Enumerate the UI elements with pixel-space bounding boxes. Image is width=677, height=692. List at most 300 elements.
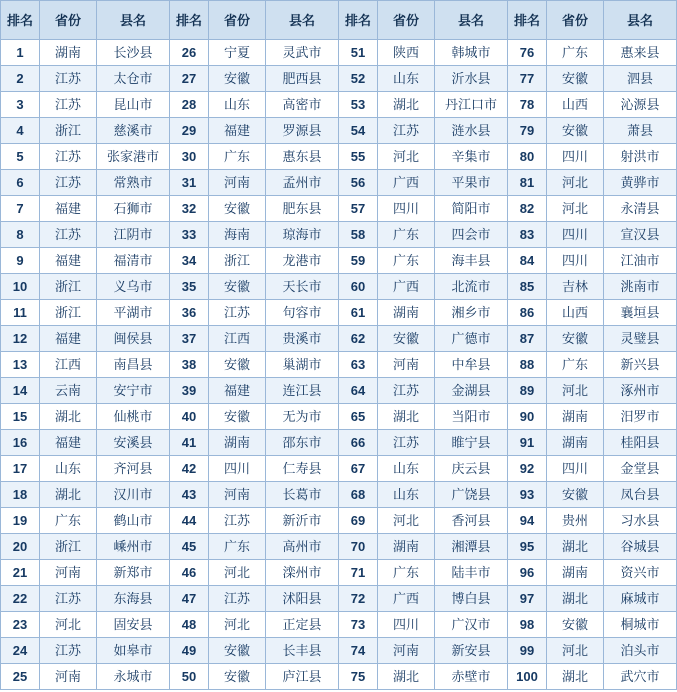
rank-cell: 17: [1, 456, 40, 482]
province-cell: 江西: [209, 326, 266, 352]
city-cell: 义乌市: [97, 274, 170, 300]
city-cell: 沂水县: [435, 66, 508, 92]
rank-cell: 66: [339, 430, 378, 456]
header-rank-label-4: 排名: [513, 12, 540, 28]
city-cell: 泗县: [604, 66, 677, 92]
province-cell: 江苏: [40, 144, 97, 170]
province-cell: 湖北: [40, 482, 97, 508]
rank-cell: 11: [1, 300, 40, 326]
rank-cell: 67: [339, 456, 378, 482]
city-cell: 黄骅市: [604, 170, 677, 196]
rank-cell: 54: [339, 118, 378, 144]
rank-cell: 10: [1, 274, 40, 300]
province-cell: 江苏: [209, 508, 266, 534]
city-cell: 桂阳县: [604, 430, 677, 456]
province-cell: 江苏: [209, 586, 266, 612]
header-city-2: [266, 1, 339, 40]
province-cell: 河北: [209, 612, 266, 638]
province-cell: 福建: [40, 430, 97, 456]
rank-cell: 45: [170, 534, 209, 560]
rank-cell: 1: [1, 40, 40, 66]
province-cell: 江苏: [378, 430, 435, 456]
rank-cell: 4: [1, 118, 40, 144]
province-cell: 湖北: [547, 586, 604, 612]
province-cell: 湖南: [378, 534, 435, 560]
city-cell: 嵊州市: [97, 534, 170, 560]
rank-cell: 8: [1, 222, 40, 248]
city-cell: 惠东县: [266, 144, 339, 170]
rank-cell: 51: [339, 40, 378, 66]
table-row: [1, 404, 677, 430]
province-cell: 河北: [40, 612, 97, 638]
table-row: [1, 586, 677, 612]
rank-cell: 63: [339, 352, 378, 378]
city-cell: 韩城市: [435, 40, 508, 66]
city-cell: 仙桃市: [97, 404, 170, 430]
province-cell: 江苏: [40, 586, 97, 612]
rank-cell: 33: [170, 222, 209, 248]
province-cell: 江苏: [378, 118, 435, 144]
city-cell: 安宁市: [97, 378, 170, 404]
rank-cell: 82: [508, 196, 547, 222]
province-cell: 河北: [547, 196, 604, 222]
city-cell: 如皋市: [97, 638, 170, 664]
rank-cell: 48: [170, 612, 209, 638]
rank-cell: 96: [508, 560, 547, 586]
province-cell: 广西: [378, 170, 435, 196]
rank-cell: 77: [508, 66, 547, 92]
province-cell: 福建: [40, 196, 97, 222]
rank-cell: 97: [508, 586, 547, 612]
province-cell: 广东: [40, 508, 97, 534]
table-row: [1, 534, 677, 560]
province-cell: 广东: [378, 560, 435, 586]
rank-cell: 7: [1, 196, 40, 222]
city-cell: 当阳市: [435, 404, 508, 430]
city-cell: 金堂县: [604, 456, 677, 482]
header-city-label-3: 县名: [457, 12, 484, 28]
province-cell: 江苏: [378, 378, 435, 404]
rank-cell: 13: [1, 352, 40, 378]
table-row: [1, 378, 677, 404]
province-cell: 浙江: [209, 248, 266, 274]
table-row: [1, 196, 677, 222]
rank-cell: 90: [508, 404, 547, 430]
rank-cell: 9: [1, 248, 40, 274]
table-row: [1, 612, 677, 638]
province-cell: 湖南: [40, 40, 97, 66]
rank-cell: 68: [339, 482, 378, 508]
province-cell: 湖南: [547, 430, 604, 456]
province-cell: 安徽: [209, 66, 266, 92]
province-cell: 河北: [547, 378, 604, 404]
rank-cell: 62: [339, 326, 378, 352]
rank-cell: 64: [339, 378, 378, 404]
rank-cell: 23: [1, 612, 40, 638]
province-cell: 广东: [209, 144, 266, 170]
province-cell: 河北: [378, 144, 435, 170]
header-rank-label-2: 排名: [175, 12, 202, 28]
province-cell: 福建: [209, 378, 266, 404]
province-cell: 湖南: [547, 560, 604, 586]
city-cell: 庐江县: [266, 664, 339, 690]
city-cell: 长沙县: [97, 40, 170, 66]
province-cell: 安徽: [378, 326, 435, 352]
rank-cell: 55: [339, 144, 378, 170]
city-cell: 湘潭县: [435, 534, 508, 560]
city-cell: 广德市: [435, 326, 508, 352]
city-cell: 张家港市: [97, 144, 170, 170]
city-cell: 庆云县: [435, 456, 508, 482]
rank-cell: 99: [508, 638, 547, 664]
province-cell: 山东: [378, 66, 435, 92]
province-cell: 江苏: [40, 170, 97, 196]
province-cell: 湖北: [547, 664, 604, 690]
table-row: [1, 560, 677, 586]
city-cell: 长葛市: [266, 482, 339, 508]
rank-cell: 84: [508, 248, 547, 274]
province-cell: 宁夏: [209, 40, 266, 66]
table-row: [1, 274, 677, 300]
rank-cell: 6: [1, 170, 40, 196]
rank-cell: 71: [339, 560, 378, 586]
province-cell: 河北: [378, 508, 435, 534]
province-cell: 浙江: [40, 274, 97, 300]
header-city-4: [604, 1, 677, 40]
header-province-4: [547, 1, 604, 40]
city-cell: 简阳市: [435, 196, 508, 222]
table-row: [1, 352, 677, 378]
header-province-label-1: 省份: [54, 12, 81, 28]
city-cell: 辛集市: [435, 144, 508, 170]
city-cell: 连江县: [266, 378, 339, 404]
rank-cell: 34: [170, 248, 209, 274]
table-row: [1, 248, 677, 274]
province-cell: 湖北: [378, 404, 435, 430]
city-cell: 射洪市: [604, 144, 677, 170]
province-cell: 山东: [378, 482, 435, 508]
city-cell: 惠来县: [604, 40, 677, 66]
rank-cell: 16: [1, 430, 40, 456]
rank-cell: 74: [339, 638, 378, 664]
rank-cell: 95: [508, 534, 547, 560]
province-cell: 安徽: [547, 118, 604, 144]
rank-cell: 25: [1, 664, 40, 690]
rank-cell: 73: [339, 612, 378, 638]
rank-cell: 100: [508, 664, 547, 690]
province-cell: 吉林: [547, 274, 604, 300]
province-cell: 山西: [547, 92, 604, 118]
province-cell: 河南: [209, 482, 266, 508]
rank-cell: 12: [1, 326, 40, 352]
city-cell: 琼海市: [266, 222, 339, 248]
table-row: [1, 40, 677, 66]
table-row: [1, 300, 677, 326]
rank-cell: 20: [1, 534, 40, 560]
province-cell: 河南: [378, 352, 435, 378]
header-city-label-2: 县名: [288, 12, 315, 28]
province-cell: 四川: [547, 248, 604, 274]
city-cell: 沁源县: [604, 92, 677, 118]
rank-cell: 78: [508, 92, 547, 118]
rank-cell: 59: [339, 248, 378, 274]
rank-cell: 81: [508, 170, 547, 196]
city-cell: 孟州市: [266, 170, 339, 196]
header-province-2: [209, 1, 266, 40]
table-row: [1, 456, 677, 482]
province-cell: 河南: [40, 560, 97, 586]
city-cell: 肥西县: [266, 66, 339, 92]
province-cell: 安徽: [547, 612, 604, 638]
header-rank-label-3: 排名: [344, 12, 371, 28]
rank-cell: 35: [170, 274, 209, 300]
city-cell: 闽侯县: [97, 326, 170, 352]
province-cell: 广东: [378, 248, 435, 274]
city-cell: 丹江口市: [435, 92, 508, 118]
city-cell: 资兴市: [604, 560, 677, 586]
province-cell: 安徽: [209, 352, 266, 378]
province-cell: 四川: [209, 456, 266, 482]
province-cell: 河北: [209, 560, 266, 586]
rank-cell: 56: [339, 170, 378, 196]
city-cell: 睢宁县: [435, 430, 508, 456]
table-row: [1, 664, 677, 690]
city-cell: 武穴市: [604, 664, 677, 690]
rank-cell: 88: [508, 352, 547, 378]
city-cell: 新安县: [435, 638, 508, 664]
city-cell: 罗源县: [266, 118, 339, 144]
province-cell: 河北: [547, 638, 604, 664]
city-cell: 正定县: [266, 612, 339, 638]
province-cell: 四川: [547, 456, 604, 482]
header-rank-4: [508, 1, 547, 40]
rank-cell: 75: [339, 664, 378, 690]
rank-cell: 15: [1, 404, 40, 430]
city-cell: 长丰县: [266, 638, 339, 664]
header-row: [1, 1, 677, 40]
rank-cell: 53: [339, 92, 378, 118]
rank-cell: 92: [508, 456, 547, 482]
rank-cell: 39: [170, 378, 209, 404]
header-rank-label-1: 排名: [6, 12, 33, 28]
province-cell: 江苏: [40, 222, 97, 248]
rank-cell: 91: [508, 430, 547, 456]
rank-cell: 18: [1, 482, 40, 508]
rank-cell: 85: [508, 274, 547, 300]
header-province-label-4: 省份: [561, 12, 588, 28]
city-cell: 永清县: [604, 196, 677, 222]
header-city-label-1: 县名: [119, 12, 146, 28]
city-cell: 涿州市: [604, 378, 677, 404]
province-cell: 安徽: [209, 638, 266, 664]
city-cell: 巢湖市: [266, 352, 339, 378]
city-cell: 灵武市: [266, 40, 339, 66]
city-cell: 龙港市: [266, 248, 339, 274]
header-rank-1: [1, 1, 40, 40]
city-cell: 江油市: [604, 248, 677, 274]
rank-cell: 60: [339, 274, 378, 300]
city-cell: 太仓市: [97, 66, 170, 92]
rank-cell: 46: [170, 560, 209, 586]
province-cell: 安徽: [547, 326, 604, 352]
city-cell: 洮南市: [604, 274, 677, 300]
city-cell: 广汉市: [435, 612, 508, 638]
rank-cell: 37: [170, 326, 209, 352]
province-cell: 贵州: [547, 508, 604, 534]
rank-cell: 49: [170, 638, 209, 664]
province-cell: 广东: [209, 534, 266, 560]
city-cell: 齐河县: [97, 456, 170, 482]
province-cell: 河北: [547, 170, 604, 196]
rank-cell: 30: [170, 144, 209, 170]
city-cell: 沭阳县: [266, 586, 339, 612]
city-cell: 赤壁市: [435, 664, 508, 690]
province-cell: 湖北: [40, 404, 97, 430]
city-cell: 天长市: [266, 274, 339, 300]
rank-cell: 83: [508, 222, 547, 248]
city-cell: 常熟市: [97, 170, 170, 196]
province-cell: 山东: [40, 456, 97, 482]
rank-cell: 93: [508, 482, 547, 508]
rank-cell: 58: [339, 222, 378, 248]
city-cell: 新兴县: [604, 352, 677, 378]
rank-cell: 42: [170, 456, 209, 482]
rank-cell: 57: [339, 196, 378, 222]
province-cell: 河南: [378, 638, 435, 664]
province-cell: 安徽: [547, 482, 604, 508]
city-cell: 昆山市: [97, 92, 170, 118]
rank-cell: 69: [339, 508, 378, 534]
rank-cell: 41: [170, 430, 209, 456]
city-cell: 安溪县: [97, 430, 170, 456]
province-cell: 江苏: [40, 66, 97, 92]
rank-cell: 94: [508, 508, 547, 534]
rank-cell: 86: [508, 300, 547, 326]
province-cell: 浙江: [40, 534, 97, 560]
rank-cell: 44: [170, 508, 209, 534]
city-cell: 石狮市: [97, 196, 170, 222]
city-cell: 新郑市: [97, 560, 170, 586]
rank-cell: 5: [1, 144, 40, 170]
province-cell: 山东: [209, 92, 266, 118]
province-cell: 山西: [547, 300, 604, 326]
province-cell: 四川: [547, 222, 604, 248]
table-row: [1, 326, 677, 352]
province-cell: 湖北: [378, 92, 435, 118]
province-cell: 安徽: [209, 664, 266, 690]
rank-cell: 47: [170, 586, 209, 612]
city-cell: 高州市: [266, 534, 339, 560]
rank-cell: 70: [339, 534, 378, 560]
city-cell: 滦州市: [266, 560, 339, 586]
city-cell: 博白县: [435, 586, 508, 612]
city-cell: 四会市: [435, 222, 508, 248]
rank-cell: 98: [508, 612, 547, 638]
table-row: [1, 508, 677, 534]
city-cell: 汨罗市: [604, 404, 677, 430]
header-province-1: [40, 1, 97, 40]
rank-cell: 27: [170, 66, 209, 92]
city-cell: 谷城县: [604, 534, 677, 560]
rank-cell: 65: [339, 404, 378, 430]
city-cell: 汉川市: [97, 482, 170, 508]
city-cell: 湘乡市: [435, 300, 508, 326]
city-cell: 平果市: [435, 170, 508, 196]
province-cell: 四川: [378, 612, 435, 638]
header-city-label-4: 县名: [626, 12, 653, 28]
rank-cell: 22: [1, 586, 40, 612]
city-cell: 邵东市: [266, 430, 339, 456]
province-cell: 湖南: [209, 430, 266, 456]
province-cell: 浙江: [40, 300, 97, 326]
rank-cell: 2: [1, 66, 40, 92]
city-cell: 麻城市: [604, 586, 677, 612]
province-cell: 广西: [378, 586, 435, 612]
rank-cell: 72: [339, 586, 378, 612]
city-cell: 香河县: [435, 508, 508, 534]
rank-cell: 79: [508, 118, 547, 144]
table-body: [1, 40, 677, 690]
province-cell: 河南: [40, 664, 97, 690]
province-cell: 江苏: [40, 638, 97, 664]
table-row: [1, 92, 677, 118]
rank-cell: 52: [339, 66, 378, 92]
province-cell: 陕西: [378, 40, 435, 66]
province-cell: 安徽: [209, 404, 266, 430]
rank-cell: 32: [170, 196, 209, 222]
table-row: [1, 638, 677, 664]
city-cell: 南昌县: [97, 352, 170, 378]
city-cell: 金湖县: [435, 378, 508, 404]
city-cell: 固安县: [97, 612, 170, 638]
city-cell: 桐城市: [604, 612, 677, 638]
city-cell: 涟水县: [435, 118, 508, 144]
city-cell: 北流市: [435, 274, 508, 300]
table-row: [1, 430, 677, 456]
table-row: [1, 66, 677, 92]
rank-cell: 40: [170, 404, 209, 430]
province-cell: 河南: [209, 170, 266, 196]
city-cell: 仁寿县: [266, 456, 339, 482]
city-cell: 高密市: [266, 92, 339, 118]
city-cell: 海丰县: [435, 248, 508, 274]
city-cell: 平湖市: [97, 300, 170, 326]
table-row: [1, 482, 677, 508]
city-cell: 泊头市: [604, 638, 677, 664]
city-cell: 贵溪市: [266, 326, 339, 352]
province-cell: 安徽: [209, 274, 266, 300]
rank-cell: 31: [170, 170, 209, 196]
rank-cell: 76: [508, 40, 547, 66]
city-cell: 江阴市: [97, 222, 170, 248]
rank-cell: 36: [170, 300, 209, 326]
table-row: [1, 118, 677, 144]
city-cell: 福清市: [97, 248, 170, 274]
rank-cell: 87: [508, 326, 547, 352]
rank-cell: 14: [1, 378, 40, 404]
city-cell: 宣汉县: [604, 222, 677, 248]
rank-cell: 43: [170, 482, 209, 508]
rank-cell: 89: [508, 378, 547, 404]
province-cell: 江苏: [40, 92, 97, 118]
city-cell: 襄垣县: [604, 300, 677, 326]
province-cell: 四川: [378, 196, 435, 222]
city-cell: 鹤山市: [97, 508, 170, 534]
city-cell: 广饶县: [435, 482, 508, 508]
province-cell: 广东: [547, 40, 604, 66]
province-cell: 安徽: [547, 66, 604, 92]
province-cell: 湖北: [547, 534, 604, 560]
